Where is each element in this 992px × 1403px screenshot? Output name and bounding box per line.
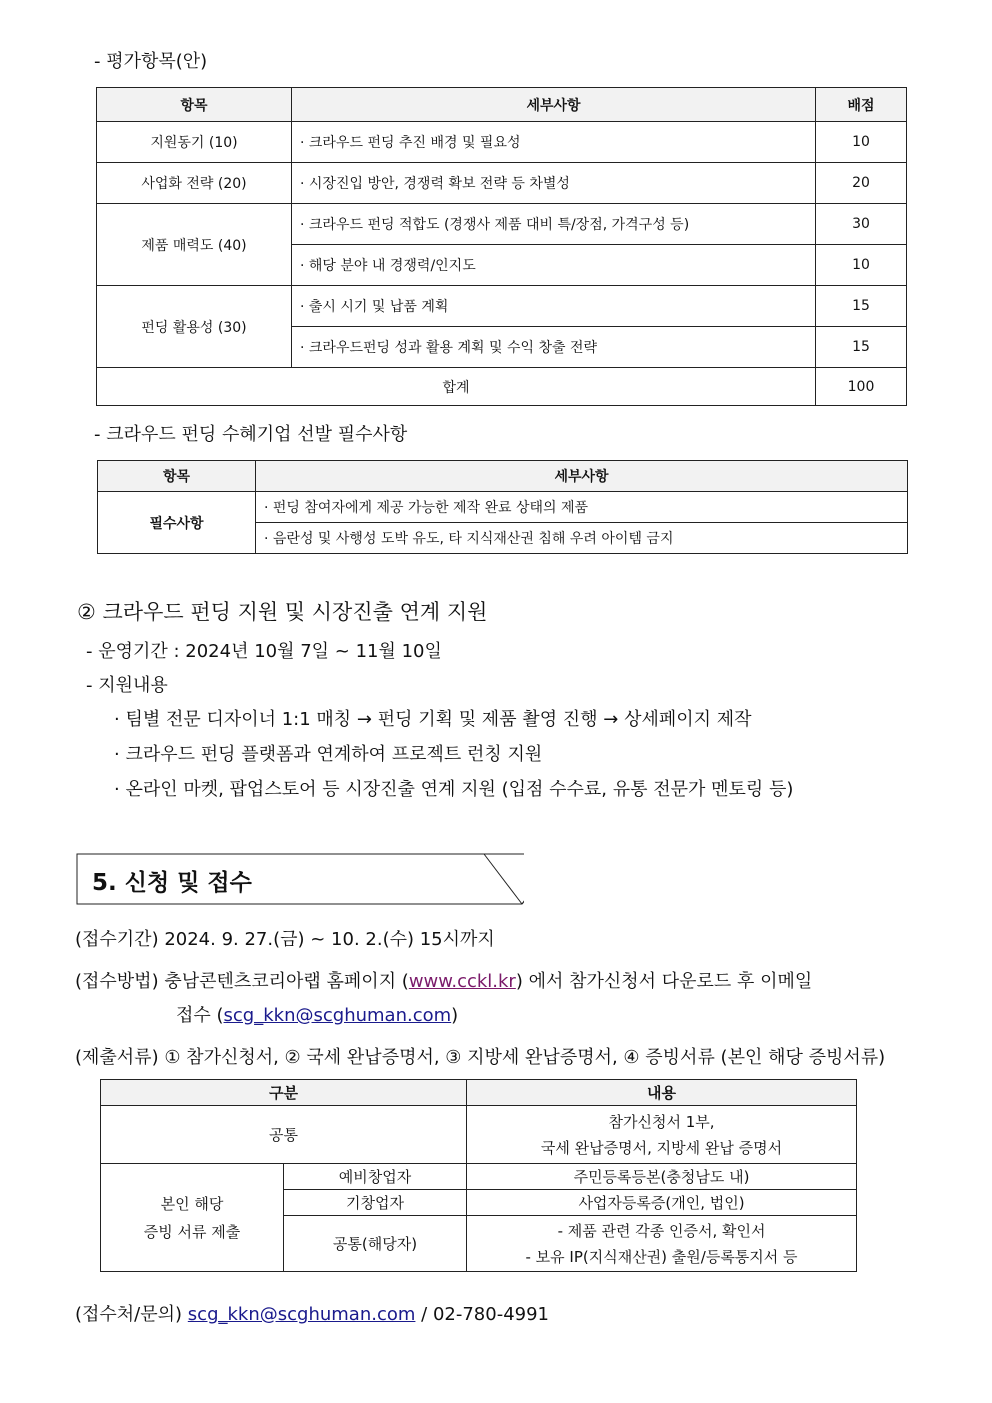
support-period: - 운영기간 : 2024년 10월 7일 ~ 11월 10일	[86, 641, 442, 662]
docs-type-content: 주민등록등본(충청남도 내)	[467, 1164, 857, 1190]
support-item: · 팀별 전문 디자이너 1:1 매칭 → 펀딩 기획 및 제품 촬영 진행 → 상세페이지 제작	[114, 709, 752, 730]
docs-table	[100, 1079, 857, 1272]
eval-item: 제품 매력도 (40)	[97, 204, 292, 286]
eval-item: 사업화 전략 (20)	[97, 163, 292, 204]
apply-period: (접수기간) 2024. 9. 27.(금) ~ 10. 2.(수) 15시까지	[75, 929, 495, 950]
apply-method-suffix: ) 에서 참가신청서 다운로드 후 이메일	[515, 971, 813, 992]
homepage-link[interactable]: www.cckl.kr	[408, 971, 516, 992]
eval-detail: · 크라우드펀딩 성과 활용 계획 및 수익 창출 전략	[292, 327, 816, 368]
docs-header-content: 내용	[467, 1080, 857, 1106]
docs-common-holder: 공통(해당자)	[284, 1216, 467, 1272]
docs-common-holder-content	[467, 1216, 857, 1272]
apply-method	[75, 967, 917, 993]
required-detail: · 음란성 및 사행성 도박 유도, 타 지식재산권 침해 우려 아이템 금지	[256, 523, 908, 554]
support-item: · 온라인 마켓, 팝업스토어 등 시장진출 연계 지원 (입점 수수료, 유통 전문가 멘토링 등)	[114, 779, 794, 800]
eval-heading: - 평가항목(안)	[94, 51, 208, 72]
eval-header-item: 항목	[97, 88, 292, 122]
eval-score: 30	[816, 204, 907, 245]
eval-detail: · 시장진입 방안, 경쟁력 확보 전략 등 차별성	[292, 163, 816, 204]
eval-score: 10	[816, 122, 907, 163]
eval-total-label: 합계	[97, 368, 816, 406]
support-title: ② 크라우드 펀딩 지원 및 시장진출 연계 지원	[77, 600, 488, 624]
required-heading: - 크라우드 펀딩 수혜기업 선발 필수사항	[94, 424, 408, 445]
docs-type: 기창업자	[284, 1190, 467, 1216]
support-content-label: - 지원내용	[86, 675, 168, 696]
eval-detail: · 출시 시기 및 납품 계획	[292, 286, 816, 327]
docs-common-holder-line: - 제품 관련 각종 인증서, 확인서	[557, 1221, 766, 1240]
apply-method-prefix: (접수방법) 충남콘텐츠코리아랩 홈페이지 (	[75, 971, 409, 992]
docs-self-label	[101, 1164, 284, 1272]
eval-score: 10	[816, 245, 907, 286]
required-table	[97, 460, 908, 554]
eval-detail: · 해당 분야 내 경쟁력/인지도	[292, 245, 816, 286]
docs-type: 예비창업자	[284, 1164, 467, 1190]
apply-method-line2	[176, 1001, 458, 1027]
eval-score: 15	[816, 286, 907, 327]
submit-docs: (제출서류) ① 참가신청서, ② 국세 완납증명서, ③ 지방세 완납증명서, ④ 증빙서류 (본인 해당 증빙서류)	[75, 1047, 886, 1068]
docs-common-holder-line: - 보유 IP(지식재산권) 출원/등록통지서 등	[525, 1247, 798, 1266]
required-detail: · 펀딩 참여자에게 제공 가능한 제작 완료 상태의 제품	[256, 492, 908, 523]
apply-email-link[interactable]: scg_kkn@scghuman.com	[223, 1005, 452, 1026]
contact-prefix: (접수처/문의)	[75, 1304, 183, 1325]
eval-score: 15	[816, 327, 907, 368]
support-item: · 크라우드 펀딩 플랫폼과 연계하여 프로젝트 런칭 지원	[114, 744, 543, 765]
eval-item: 펀딩 활용성 (30)	[97, 286, 292, 368]
contact-suffix: / 02-780-4991	[421, 1304, 550, 1325]
docs-common-content-line: 참가신청서 1부,	[608, 1112, 715, 1131]
docs-common-label: 공통	[101, 1106, 467, 1164]
docs-common-content	[467, 1106, 857, 1164]
eval-detail: · 크라우드 펀딩 적합도 (경쟁사 제품 대비 특/장점, 가격구성 등)	[292, 204, 816, 245]
eval-score: 20	[816, 163, 907, 204]
contact-email-link[interactable]: scg_kkn@scghuman.com	[187, 1304, 416, 1325]
docs-common-content-line: 국세 완납증명서, 지방세 완납 증명서	[540, 1138, 783, 1157]
apply-method-line2-suffix: )	[451, 1005, 459, 1026]
contact-line	[75, 1300, 549, 1326]
section5-title: 5. 신청 및 접수	[92, 870, 252, 896]
eval-header-detail: 세부사항	[292, 88, 816, 122]
eval-item: 지원동기 (10)	[97, 122, 292, 163]
eval-header-score: 배점	[816, 88, 907, 122]
required-item: 필수사항	[98, 492, 256, 554]
apply-method-line2-prefix: 접수 (	[176, 1005, 224, 1026]
eval-detail: · 크라우드 펀딩 추진 배경 및 필요성	[292, 122, 816, 163]
eval-table	[96, 87, 907, 406]
required-header-item: 항목	[98, 461, 256, 492]
required-header-detail: 세부사항	[256, 461, 908, 492]
docs-type-content: 사업자등록증(개인, 법인)	[467, 1190, 857, 1216]
docs-self-label-line: 증빙 서류 제출	[143, 1222, 241, 1241]
docs-header-category: 구분	[101, 1080, 467, 1106]
docs-self-label-line: 본인 해당	[160, 1194, 224, 1213]
eval-total-score: 100	[816, 368, 907, 406]
